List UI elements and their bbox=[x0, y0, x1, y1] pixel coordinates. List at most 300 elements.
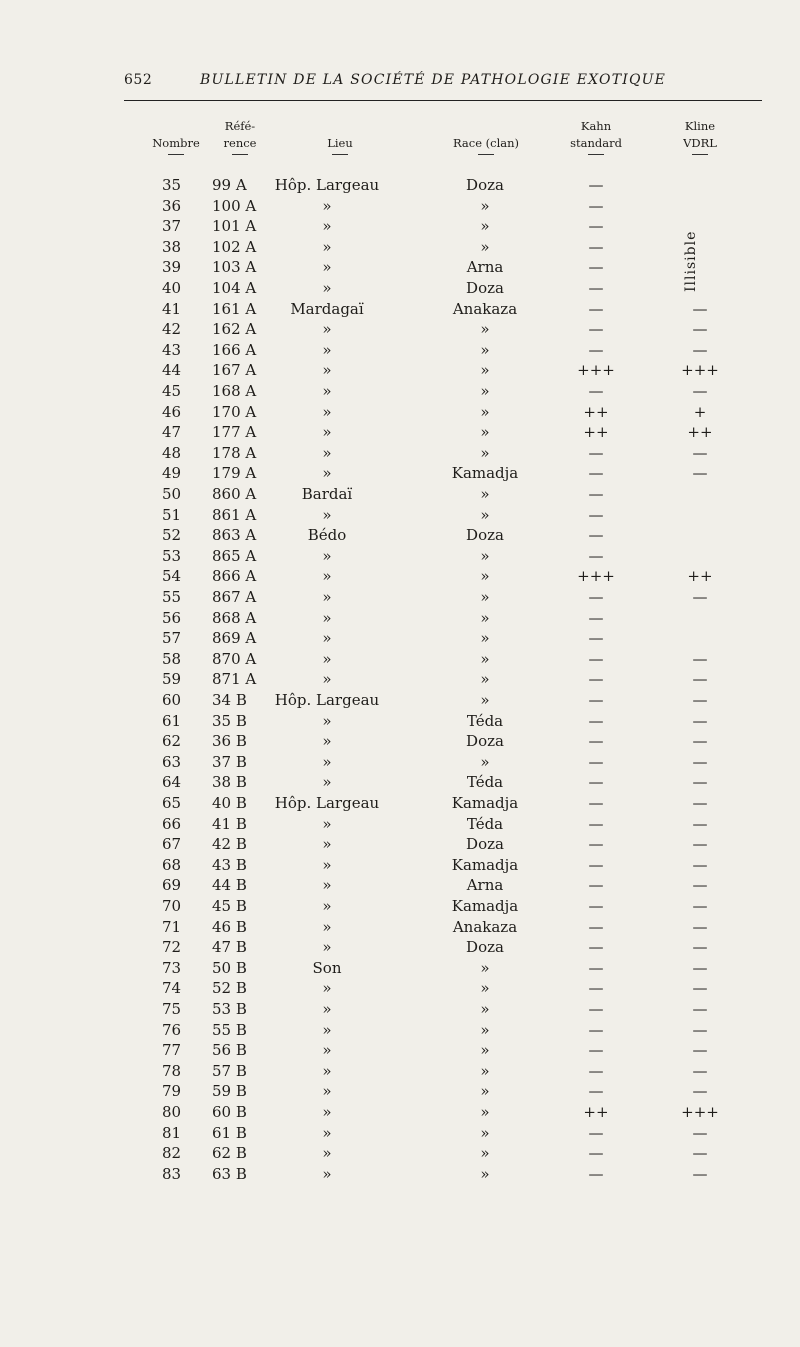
column-header-lieu-label: Lieu bbox=[327, 136, 353, 150]
row-lieu: » bbox=[322, 588, 332, 606]
row-race: » bbox=[480, 402, 490, 421]
table-row bbox=[0, 423, 800, 444]
column-header-dash bbox=[588, 154, 604, 155]
row-number: 58 bbox=[162, 649, 182, 668]
table-row bbox=[0, 650, 800, 671]
row-lieu: » bbox=[322, 402, 332, 421]
table-row bbox=[0, 712, 800, 733]
row-reference: 50 B bbox=[212, 958, 247, 977]
row-reference: 868 A bbox=[212, 608, 257, 627]
table-row bbox=[0, 835, 800, 856]
column-header-kline-label-1: Kline bbox=[684, 119, 716, 133]
row-kahn: ++ bbox=[583, 1103, 609, 1121]
row-kline: — bbox=[692, 876, 708, 895]
table-row bbox=[0, 1041, 800, 1062]
row-lieu: » bbox=[322, 1123, 332, 1142]
row-kline: — bbox=[692, 711, 708, 730]
row-kahn: — bbox=[588, 835, 604, 854]
row-lieu: » bbox=[322, 1082, 332, 1101]
row-lieu: » bbox=[322, 711, 332, 730]
row-number: 60 bbox=[162, 691, 182, 709]
row-race: Doza bbox=[466, 176, 504, 194]
kline-illegible-note: Illisible bbox=[683, 230, 699, 292]
row-number: 52 bbox=[162, 526, 182, 545]
row-number: 49 bbox=[162, 464, 182, 483]
table-row bbox=[0, 670, 800, 691]
column-header-race-label: Race (clan) bbox=[452, 136, 520, 150]
row-number: 61 bbox=[162, 711, 182, 730]
row-race: » bbox=[480, 361, 490, 380]
row-number: 81 bbox=[162, 1123, 182, 1142]
row-reference: 162 A bbox=[212, 320, 257, 339]
row-kline: — bbox=[692, 835, 708, 854]
table-row bbox=[0, 897, 800, 918]
row-race: Doza bbox=[466, 526, 504, 545]
row-race: Arna bbox=[466, 258, 504, 277]
row-kahn: — bbox=[588, 979, 604, 998]
row-kahn: — bbox=[588, 732, 604, 751]
row-kahn: — bbox=[588, 958, 604, 977]
row-number: 41 bbox=[162, 299, 182, 318]
row-kahn: — bbox=[588, 464, 604, 483]
row-kline: — bbox=[692, 464, 708, 483]
row-race: » bbox=[480, 691, 490, 709]
row-kahn: — bbox=[588, 897, 604, 915]
table-row bbox=[0, 629, 800, 650]
row-reference: 170 A bbox=[212, 402, 257, 421]
table-row bbox=[0, 1000, 800, 1021]
row-lieu: » bbox=[322, 382, 332, 400]
row-race: » bbox=[480, 629, 490, 648]
row-reference: 42 B bbox=[212, 835, 247, 854]
row-kline: — bbox=[692, 1123, 708, 1142]
row-kahn: — bbox=[588, 1144, 604, 1163]
row-number: 44 bbox=[162, 361, 182, 380]
row-race: Kamadja bbox=[451, 855, 519, 874]
row-kahn: — bbox=[588, 1082, 604, 1101]
table-row bbox=[0, 1144, 800, 1165]
row-reference: 865 A bbox=[212, 546, 257, 565]
row-number: 55 bbox=[162, 588, 182, 606]
row-kahn: — bbox=[588, 485, 604, 503]
row-reference: 100 A bbox=[212, 196, 257, 215]
row-race: » bbox=[480, 217, 490, 236]
row-kline: — bbox=[692, 1000, 708, 1018]
row-number: 79 bbox=[162, 1082, 182, 1101]
column-header-kline-label-2: VDRL bbox=[683, 136, 717, 150]
row-kahn: — bbox=[588, 546, 604, 565]
row-number: 56 bbox=[162, 608, 182, 627]
row-kahn: — bbox=[588, 505, 604, 524]
row-kahn: — bbox=[588, 629, 604, 648]
row-kline: — bbox=[692, 1041, 708, 1060]
row-number: 62 bbox=[162, 732, 182, 751]
row-number: 37 bbox=[162, 217, 182, 236]
row-race: » bbox=[480, 340, 490, 359]
column-header-kahn-label-2: standard bbox=[570, 136, 622, 150]
row-race: Kamadja bbox=[451, 794, 519, 812]
row-number: 42 bbox=[162, 320, 182, 339]
row-number: 64 bbox=[162, 773, 182, 792]
table-row bbox=[0, 341, 800, 362]
running-title: BULLETIN DE LA SOCIÉTÉ DE PATHOLOGIE EXOTIQUE bbox=[200, 72, 667, 88]
row-kahn: — bbox=[588, 196, 604, 215]
row-lieu: » bbox=[322, 876, 332, 895]
row-lieu: » bbox=[322, 1020, 332, 1039]
row-kahn: — bbox=[588, 443, 604, 462]
row-number: 77 bbox=[162, 1041, 182, 1060]
table-row bbox=[0, 464, 800, 485]
row-kline: — bbox=[692, 855, 708, 874]
row-kahn: — bbox=[588, 279, 604, 297]
row-reference: 59 B bbox=[212, 1082, 247, 1101]
column-header-nombre-label: Nombre bbox=[152, 136, 200, 150]
row-kahn: — bbox=[588, 670, 604, 689]
row-lieu: » bbox=[322, 917, 332, 936]
row-race: » bbox=[480, 237, 490, 256]
row-reference: 52 B bbox=[212, 979, 247, 998]
row-lieu: Hôp. Largeau bbox=[274, 691, 380, 709]
row-race: » bbox=[480, 1082, 490, 1101]
row-lieu: » bbox=[322, 938, 332, 957]
row-reference: 40 B bbox=[212, 794, 247, 812]
row-kline: — bbox=[692, 752, 708, 771]
row-reference: 38 B bbox=[212, 773, 247, 792]
column-header-dash bbox=[692, 154, 708, 155]
row-kline: +++ bbox=[681, 361, 719, 380]
row-lieu: » bbox=[322, 649, 332, 668]
row-reference: 35 B bbox=[212, 711, 247, 730]
row-kline: — bbox=[692, 979, 708, 998]
row-kahn: — bbox=[588, 258, 604, 277]
table-row bbox=[0, 382, 800, 403]
row-kahn: — bbox=[588, 1061, 604, 1080]
table-row bbox=[0, 1124, 800, 1145]
row-reference: 34 B bbox=[212, 691, 247, 709]
row-kline: — bbox=[692, 938, 708, 957]
row-lieu: » bbox=[322, 1061, 332, 1080]
row-kahn: — bbox=[588, 794, 604, 812]
row-race: » bbox=[480, 588, 490, 606]
header-rule bbox=[124, 100, 762, 101]
table-row bbox=[0, 794, 800, 815]
table-row bbox=[0, 959, 800, 980]
row-kahn: — bbox=[588, 1000, 604, 1018]
row-reference: 56 B bbox=[212, 1041, 247, 1060]
row-lieu: » bbox=[322, 423, 332, 442]
row-number: 47 bbox=[162, 423, 182, 442]
table-row bbox=[0, 279, 800, 300]
column-header-lieu bbox=[300, 135, 380, 155]
row-lieu: » bbox=[322, 1000, 332, 1018]
row-kline: — bbox=[692, 320, 708, 339]
table-row bbox=[0, 1082, 800, 1103]
table-row bbox=[0, 1062, 800, 1083]
row-kline: — bbox=[692, 382, 708, 400]
row-reference: 102 A bbox=[212, 237, 257, 256]
row-reference: 167 A bbox=[212, 361, 257, 380]
column-header-kahn-label-1: Kahn bbox=[580, 119, 612, 133]
row-reference: 36 B bbox=[212, 732, 247, 751]
table-row bbox=[0, 258, 800, 279]
row-kahn: — bbox=[588, 237, 604, 256]
row-kline: + bbox=[693, 402, 707, 421]
row-lieu: » bbox=[322, 279, 332, 297]
table-row bbox=[0, 176, 800, 197]
row-reference: 55 B bbox=[212, 1020, 247, 1039]
column-header-race bbox=[430, 135, 542, 155]
row-race: Téda bbox=[466, 814, 504, 833]
row-kahn: — bbox=[588, 814, 604, 833]
row-lieu: » bbox=[322, 340, 332, 359]
row-kline: — bbox=[692, 773, 708, 792]
page-header bbox=[124, 72, 760, 102]
row-race: » bbox=[480, 1144, 490, 1163]
row-kline: — bbox=[692, 340, 708, 359]
row-lieu: Hôp. Largeau bbox=[274, 176, 380, 194]
row-lieu: » bbox=[322, 1164, 332, 1183]
row-race: » bbox=[480, 423, 490, 442]
row-kahn: — bbox=[588, 299, 604, 318]
row-kahn: ++ bbox=[583, 402, 609, 421]
row-race: » bbox=[480, 443, 490, 462]
table-row bbox=[0, 753, 800, 774]
row-kline: — bbox=[692, 691, 708, 709]
row-number: 48 bbox=[162, 443, 182, 462]
row-lieu: » bbox=[322, 629, 332, 648]
column-header-reference bbox=[210, 118, 270, 155]
column-header-reference-label-2: rence bbox=[223, 136, 257, 150]
row-lieu: Son bbox=[312, 958, 342, 977]
row-race: » bbox=[480, 1041, 490, 1060]
row-kline: — bbox=[692, 670, 708, 689]
row-reference: 867 A bbox=[212, 588, 257, 606]
table-row bbox=[0, 444, 800, 465]
column-header-dash bbox=[168, 154, 184, 155]
row-kahn: — bbox=[588, 608, 604, 627]
row-reference: 101 A bbox=[212, 217, 257, 236]
table-row bbox=[0, 1103, 800, 1124]
column-header-dash bbox=[332, 154, 348, 155]
table-row bbox=[0, 403, 800, 424]
row-kahn: — bbox=[588, 588, 604, 606]
row-race: » bbox=[480, 979, 490, 998]
row-number: 74 bbox=[162, 979, 182, 998]
row-lieu: » bbox=[322, 443, 332, 462]
row-kahn: — bbox=[588, 691, 604, 709]
row-reference: 866 A bbox=[212, 567, 257, 586]
row-reference: 104 A bbox=[212, 279, 257, 297]
row-race: » bbox=[480, 1000, 490, 1018]
row-kahn: — bbox=[588, 773, 604, 792]
row-kline: +++ bbox=[681, 1103, 719, 1121]
row-kahn: — bbox=[588, 526, 604, 545]
row-kahn: — bbox=[588, 855, 604, 874]
row-number: 45 bbox=[162, 382, 182, 400]
row-lieu: » bbox=[322, 835, 332, 854]
row-kahn: — bbox=[588, 340, 604, 359]
row-race: Anakaza bbox=[452, 917, 518, 936]
row-number: 51 bbox=[162, 505, 182, 524]
row-reference: 166 A bbox=[212, 340, 257, 359]
column-headers bbox=[0, 118, 800, 170]
row-number: 65 bbox=[162, 794, 182, 812]
row-lieu: Bédo bbox=[307, 526, 347, 545]
row-race: Téda bbox=[466, 711, 504, 730]
row-race: » bbox=[480, 505, 490, 524]
row-race: » bbox=[480, 670, 490, 689]
row-lieu: » bbox=[322, 855, 332, 874]
row-number: 54 bbox=[162, 567, 182, 586]
row-kline: — bbox=[692, 814, 708, 833]
table-row bbox=[0, 238, 800, 259]
row-race: » bbox=[480, 1103, 490, 1121]
row-race: » bbox=[480, 567, 490, 586]
row-number: 68 bbox=[162, 855, 182, 874]
row-kline: ++ bbox=[687, 423, 713, 442]
column-header-kahn bbox=[556, 118, 636, 155]
row-lieu: » bbox=[322, 608, 332, 627]
row-race: » bbox=[480, 320, 490, 339]
table-row bbox=[0, 526, 800, 547]
row-number: 69 bbox=[162, 876, 182, 895]
row-lieu: Bardaï bbox=[301, 485, 353, 503]
row-lieu: Mardagaï bbox=[290, 299, 364, 318]
row-lieu: » bbox=[322, 897, 332, 915]
row-number: 35 bbox=[162, 176, 182, 194]
table-row bbox=[0, 815, 800, 836]
row-lieu: » bbox=[322, 237, 332, 256]
row-number: 83 bbox=[162, 1164, 182, 1183]
row-kahn: ++ bbox=[583, 423, 609, 442]
table-row bbox=[0, 506, 800, 527]
row-kline: — bbox=[692, 1144, 708, 1163]
table-row bbox=[0, 918, 800, 939]
row-lieu: » bbox=[322, 773, 332, 792]
row-kahn: — bbox=[588, 1020, 604, 1039]
row-lieu: » bbox=[322, 1103, 332, 1121]
row-lieu: » bbox=[322, 505, 332, 524]
row-lieu: » bbox=[322, 361, 332, 380]
row-number: 70 bbox=[162, 897, 182, 915]
table-row bbox=[0, 300, 800, 321]
row-race: » bbox=[480, 1020, 490, 1039]
row-race: » bbox=[480, 608, 490, 627]
row-kline: — bbox=[692, 588, 708, 606]
table-row bbox=[0, 197, 800, 218]
column-header-nombre bbox=[140, 135, 212, 155]
table-row bbox=[0, 609, 800, 630]
row-reference: 44 B bbox=[212, 876, 247, 895]
row-lieu: » bbox=[322, 196, 332, 215]
row-kahn: — bbox=[588, 876, 604, 895]
row-race: » bbox=[480, 1061, 490, 1080]
row-number: 78 bbox=[162, 1061, 182, 1080]
row-kline: — bbox=[692, 958, 708, 977]
row-race: » bbox=[480, 382, 490, 400]
row-lieu: » bbox=[322, 1041, 332, 1060]
row-number: 67 bbox=[162, 835, 182, 854]
row-reference: 46 B bbox=[212, 917, 247, 936]
row-kline: — bbox=[692, 1061, 708, 1080]
row-kahn: — bbox=[588, 938, 604, 957]
row-lieu: » bbox=[322, 217, 332, 236]
table-row bbox=[0, 1165, 800, 1186]
row-number: 46 bbox=[162, 402, 182, 421]
row-number: 66 bbox=[162, 814, 182, 833]
row-reference: 45 B bbox=[212, 897, 247, 915]
row-reference: 62 B bbox=[212, 1144, 247, 1163]
row-kline: — bbox=[692, 299, 708, 318]
row-lieu: » bbox=[322, 320, 332, 339]
row-number: 36 bbox=[162, 196, 182, 215]
row-race: Téda bbox=[466, 773, 504, 792]
table-row bbox=[0, 547, 800, 568]
row-reference: 861 A bbox=[212, 505, 257, 524]
row-lieu: » bbox=[322, 979, 332, 998]
row-kahn: — bbox=[588, 1041, 604, 1060]
row-number: 82 bbox=[162, 1144, 182, 1163]
row-kahn: — bbox=[588, 1123, 604, 1142]
row-kahn: +++ bbox=[577, 361, 615, 380]
row-reference: 61 B bbox=[212, 1123, 247, 1142]
row-kahn: — bbox=[588, 382, 604, 400]
row-reference: 871 A bbox=[212, 670, 257, 689]
row-number: 72 bbox=[162, 938, 182, 957]
row-race: Kamadja bbox=[451, 897, 519, 915]
row-reference: 43 B bbox=[212, 855, 247, 874]
row-kahn: — bbox=[588, 917, 604, 936]
row-race: Doza bbox=[466, 835, 504, 854]
row-reference: 47 B bbox=[212, 938, 247, 957]
row-kline: ++ bbox=[687, 567, 713, 586]
table-row bbox=[0, 876, 800, 897]
row-number: 39 bbox=[162, 258, 182, 277]
row-reference: 178 A bbox=[212, 443, 257, 462]
row-kahn: — bbox=[588, 176, 604, 194]
row-kline: — bbox=[692, 794, 708, 812]
row-reference: 869 A bbox=[212, 629, 257, 648]
row-reference: 179 A bbox=[212, 464, 257, 483]
row-reference: 57 B bbox=[212, 1061, 247, 1080]
row-reference: 37 B bbox=[212, 752, 247, 771]
row-reference: 870 A bbox=[212, 649, 257, 668]
row-kline: — bbox=[692, 917, 708, 936]
row-kline: — bbox=[692, 1164, 708, 1183]
column-header-reference-label-1: Réfé- bbox=[224, 119, 256, 133]
row-lieu: Hôp. Largeau bbox=[274, 794, 380, 812]
row-lieu: » bbox=[322, 258, 332, 277]
table-row bbox=[0, 691, 800, 712]
column-header-kline bbox=[660, 118, 740, 155]
column-header-dash bbox=[232, 154, 248, 155]
row-kahn: — bbox=[588, 217, 604, 236]
row-kline: — bbox=[692, 649, 708, 668]
row-race: » bbox=[480, 485, 490, 503]
row-lieu: » bbox=[322, 670, 332, 689]
table-row bbox=[0, 361, 800, 382]
row-kline: — bbox=[692, 897, 708, 915]
table-row bbox=[0, 217, 800, 238]
table-row bbox=[0, 938, 800, 959]
row-race: Anakaza bbox=[452, 299, 518, 318]
row-number: 50 bbox=[162, 485, 182, 503]
table-row bbox=[0, 773, 800, 794]
row-reference: 99 A bbox=[212, 176, 247, 194]
row-reference: 103 A bbox=[212, 258, 257, 277]
row-number: 76 bbox=[162, 1020, 182, 1039]
table-row bbox=[0, 567, 800, 588]
